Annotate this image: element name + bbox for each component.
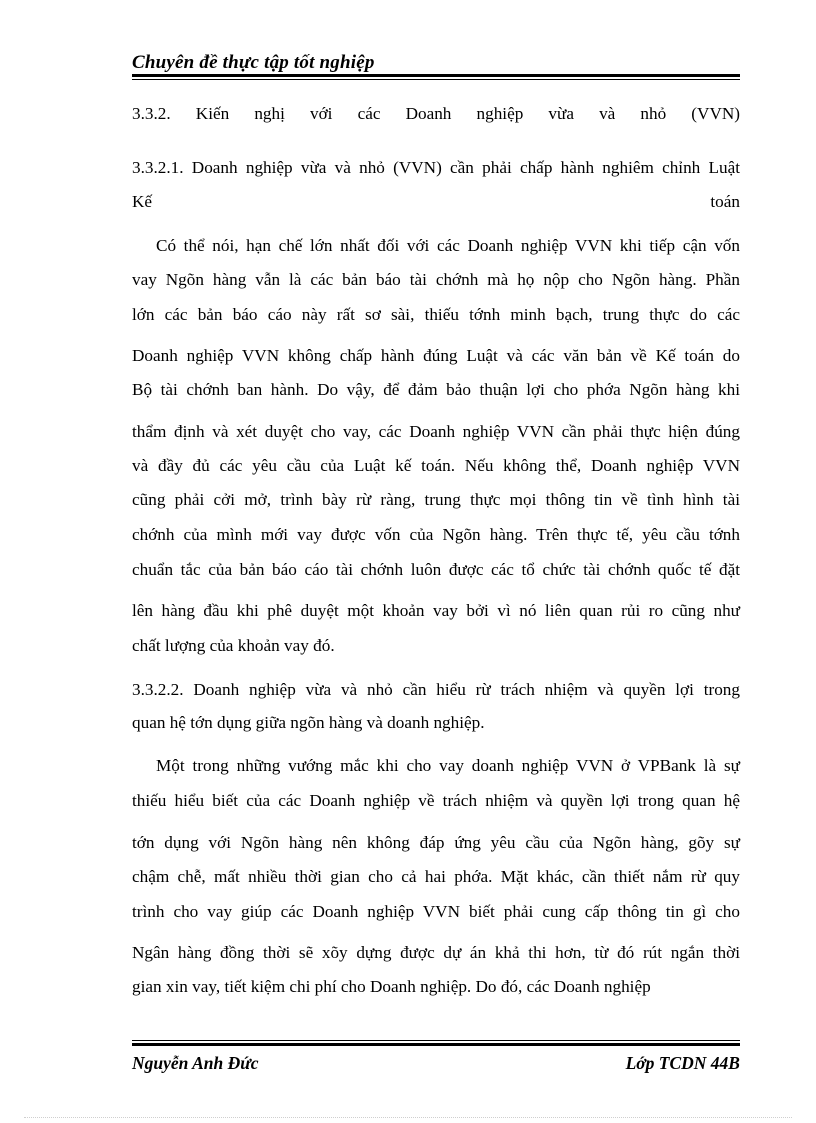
paragraph-line: trình cho vay giúp các Doanh nghiệp VVN biết phải cung cấp thông tin gì cho bbox=[132, 902, 740, 921]
paragraph-line: Một trong những vướng mắc khi cho vay doanh nghiệp VVN ở VPBank là sự bbox=[156, 756, 740, 775]
paragraph-line: lên hàng đầu khi phê duyệt một khoản vay bởi vì nó liên quan rủi ro cũng như bbox=[132, 601, 740, 620]
paragraph-line: tớn dụng với Ngõn hàng nên không đáp ứng yêu cầu của Ngõn hàng, gõy sự bbox=[132, 833, 740, 852]
subsection-heading-3-3-2-2: 3.3.2.2. Doanh nghiệp vừa và nhỏ cần hiểu rừ trách nhiệm và quyền lợi trong bbox=[132, 680, 740, 699]
paragraph-line: thiếu hiểu biết của các Doanh nghiệp về trách nhiệm và quyền lợi trong quan hệ bbox=[132, 791, 740, 810]
footer-rule-thick bbox=[132, 1043, 740, 1046]
paragraph-line: Có thể nói, hạn chế lớn nhất đối với các Doanh nghiệp VVN khi tiếp cận vốn bbox=[156, 236, 740, 255]
paragraph-line: Ngân hàng đồng thời sẽ xõy dựng được dự án khả thi hơn, từ đó rút ngắn thời bbox=[132, 943, 740, 962]
subsection-heading-3-3-2-1-cont: Kế toán bbox=[132, 192, 740, 211]
header-title: Chuyên đề thực tập tốt nghiệp bbox=[132, 52, 375, 73]
paragraph-line: chuẩn tắc của bản báo cáo tài chớnh luôn được các tổ chức tài chớnh quốc tế đặt bbox=[132, 560, 740, 579]
paragraph-line: vay Ngõn hàng vẫn là các bản báo tài chớnh mà họ nộp cho Ngõn hàng. Phần bbox=[132, 270, 740, 289]
paragraph-line: Doanh nghiệp VVN không chấp hành đúng Luật và các văn bản về Kế toán do bbox=[132, 346, 740, 365]
footer-rule-thin bbox=[132, 1040, 740, 1041]
header-rule-thick bbox=[132, 74, 740, 77]
subsection-heading-3-3-2-1: 3.3.2.1. Doanh nghiệp vừa và nhỏ (VVN) cần phải chấp hành nghiêm chỉnh Luật bbox=[132, 158, 740, 177]
page-bottom-dotted-border bbox=[24, 1117, 792, 1118]
paragraph-line: lớn các bản báo cáo này rất sơ sài, thiếu tớnh minh bạch, trung thực do các bbox=[132, 305, 740, 324]
footer-class: Lớp TCDN 44B bbox=[625, 1053, 740, 1073]
paragraph-line: và đầy đủ các yêu cầu của Luật kế toán. Nếu không thể, Doanh nghiệp VVN bbox=[132, 456, 740, 475]
paragraph-line: cũng phải cởi mở, trình bày rừ ràng, trung thực mọi thông tin về tình hình tài bbox=[132, 490, 740, 509]
paragraph-line: thẩm định và xét duyệt cho vay, các Doanh nghiệp VVN cần phải thực hiện đúng bbox=[132, 422, 740, 441]
paragraph-line: gian xin vay, tiết kiệm chi phí cho Doanh nghiệp. Do đó, các Doanh nghiệp bbox=[132, 977, 651, 996]
paragraph-line: chậm chễ, mất nhiều thời gian cho cả hai phớa. Mặt khác, cần thiết nắm rừ quy bbox=[132, 867, 740, 886]
subsection-heading-3-3-2-2-cont: quan hệ tớn dụng giữa ngõn hàng và doanh nghiệp. bbox=[132, 713, 485, 732]
paragraph-line: chớnh của mình mới vay được vốn của Ngõn hàng. Trên thực tế, yêu cầu tớnh bbox=[132, 525, 740, 544]
paragraph-line-last: chất lượng của khoản vay đó. bbox=[132, 636, 335, 655]
section-heading-3-3-2: 3.3.2. Kiến nghị với các Doanh nghiệp vừa và nhỏ (VVN) bbox=[132, 104, 740, 123]
paragraph-line: Bộ tài chớnh ban hành. Do vậy, để đảm bảo thuận lợi cho phớa Ngõn hàng khi bbox=[132, 380, 740, 399]
header-rule-thin bbox=[132, 79, 740, 80]
footer-author: Nguyễn Anh Đức bbox=[132, 1053, 259, 1073]
